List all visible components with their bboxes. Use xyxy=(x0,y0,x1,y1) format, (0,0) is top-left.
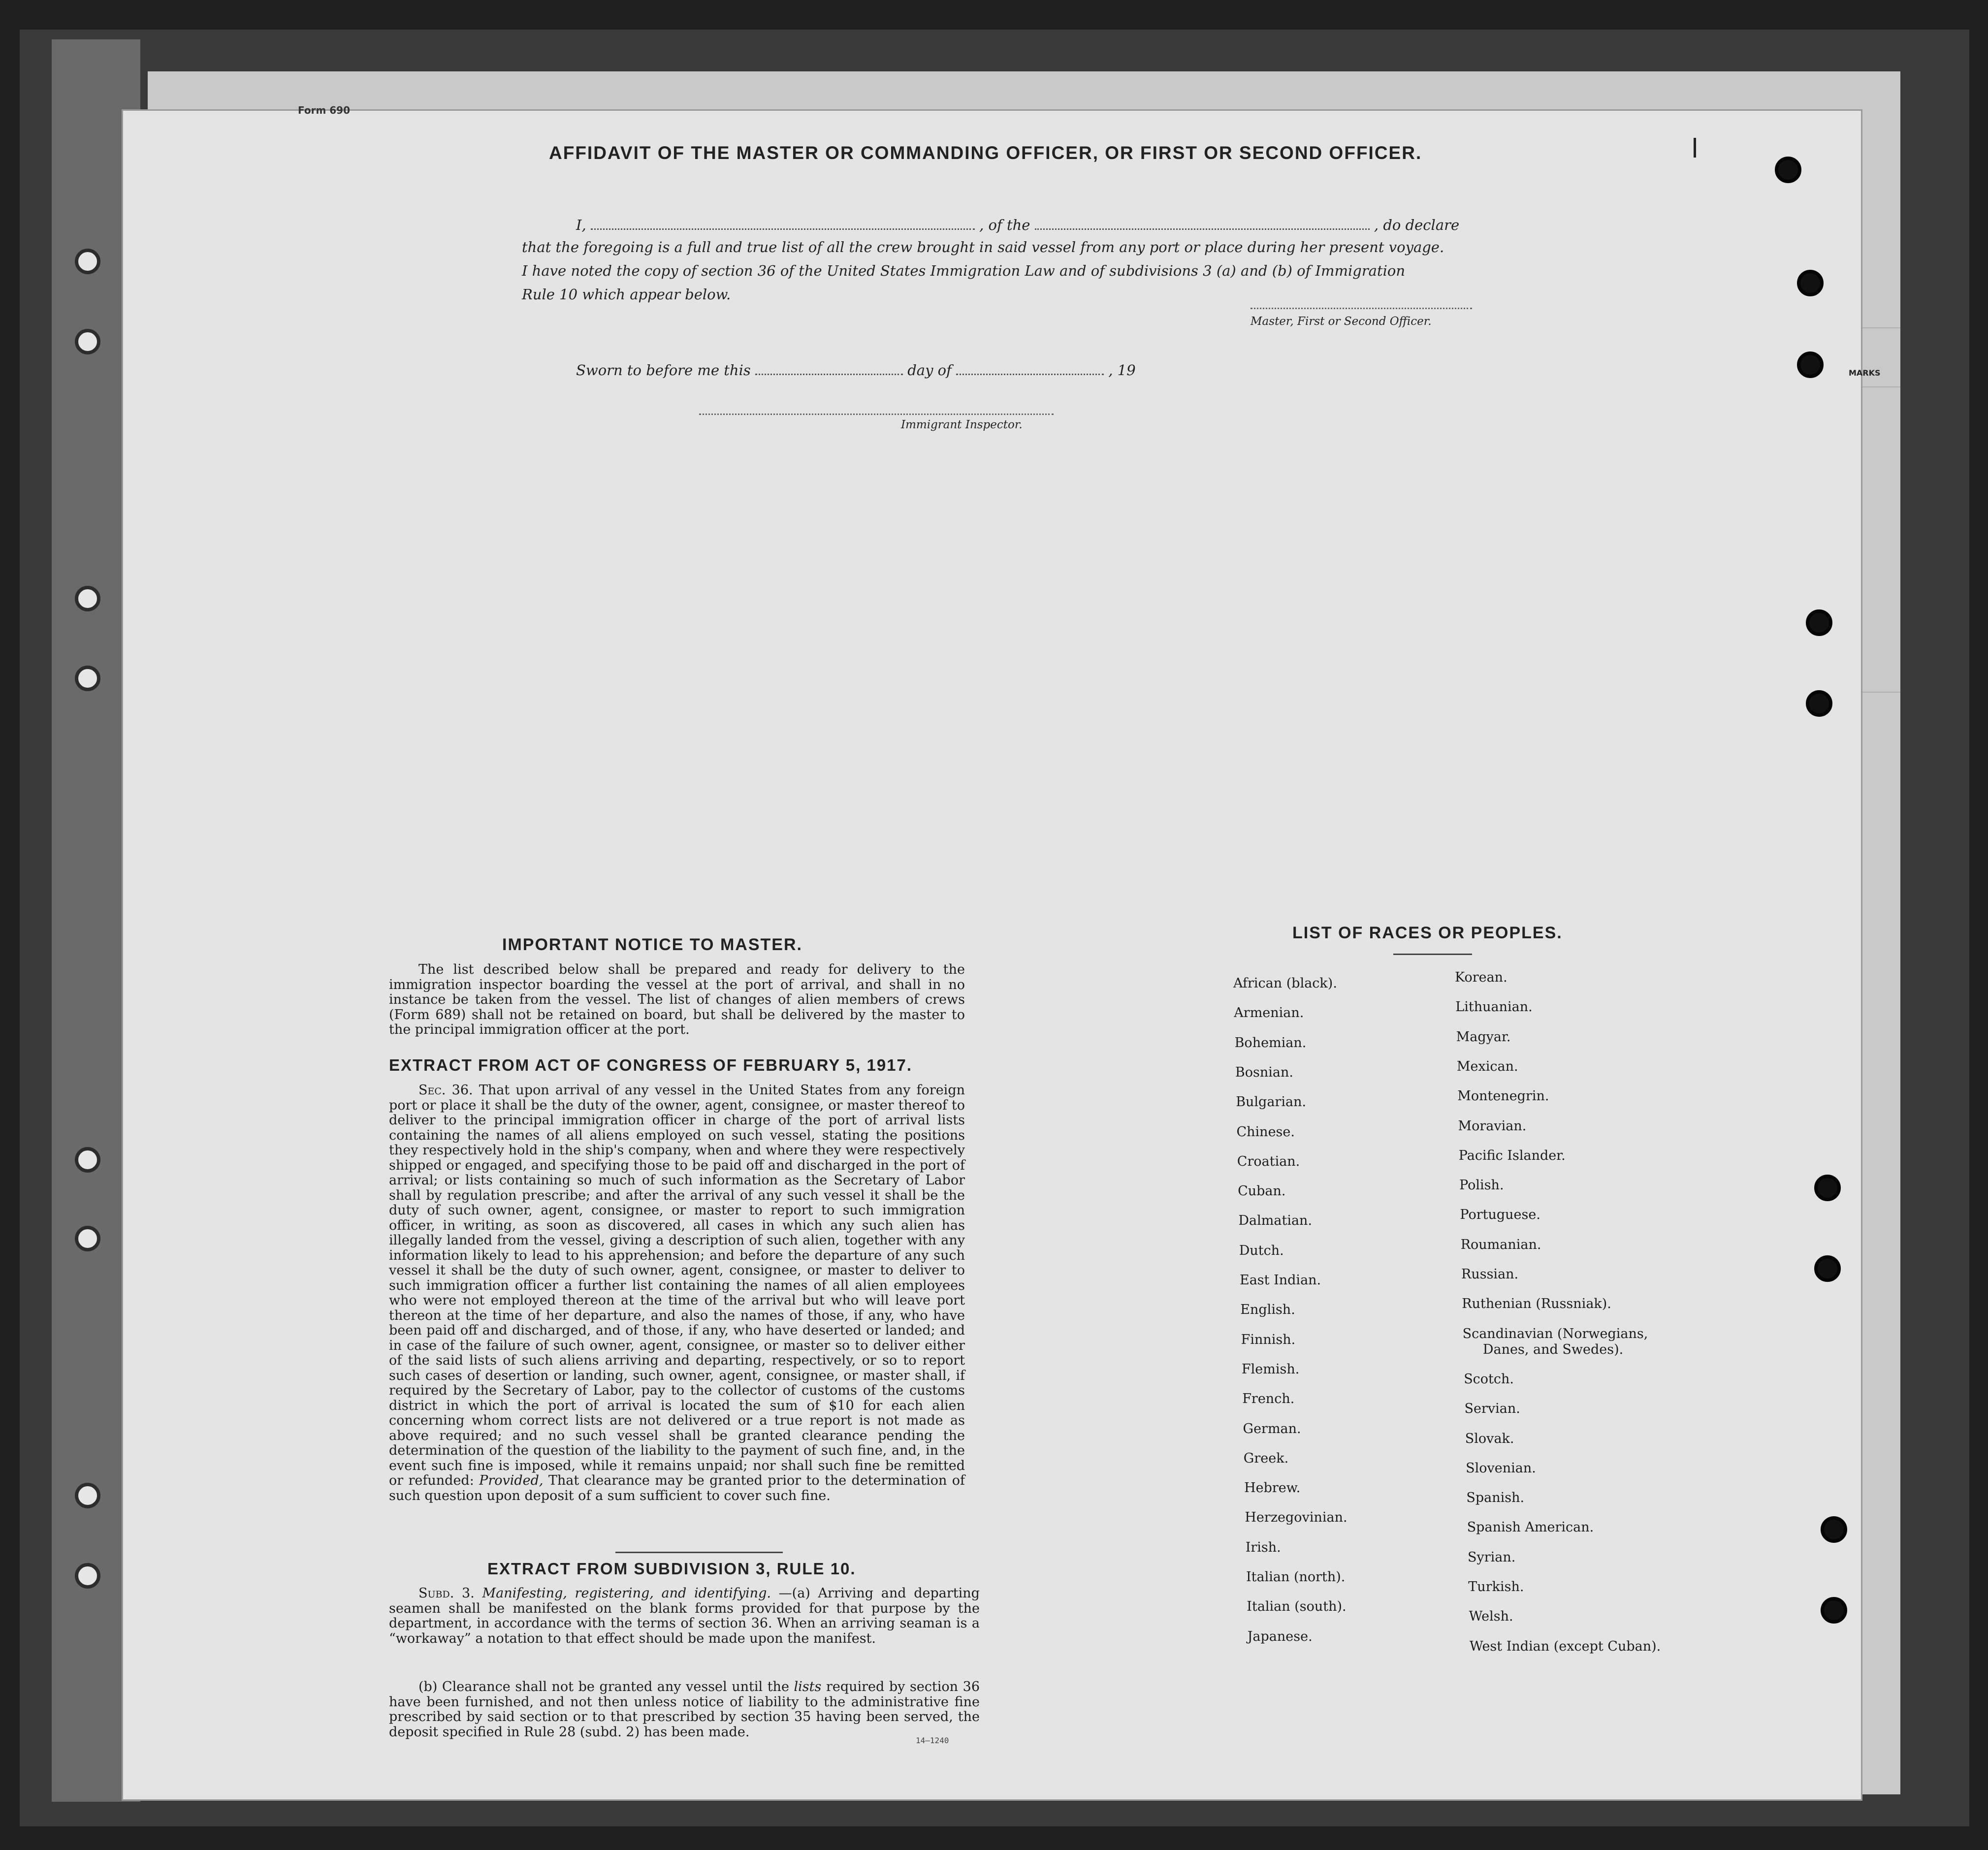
race-item: Armenian. xyxy=(1234,1005,1304,1021)
race-item: West Indian (except Cuban). xyxy=(1469,1638,1661,1654)
section-36-body: That upon arrival of any vessel in the United States from any foreign port or place it shall be the duty of the owner, agent, consignee, or master thereof to deliver to the principal immigration officer in charge of the port of arrival lists containing the names of all aliens employed on such vessel, stating the positions they respectively hold in the ship's company, when and where they were respectively shipped or engaged, and specifying those to be paid off and discharged in the port of arrival; or lists containing so much of such information as the Secretary of Labor shall by regulation prescribe; and after the arrival of any such vessel it shall be the duty of such owner, agent, consignee, or master to report to such immigration officer, in writing, as soon as discovered, all cases in which any such alien has illegally landed from the vessel, giving a description of such alien, together with any information likely to lead to his apprehension; and before the departure of any such vessel it shall be the duty of such owner, agent, consignee, or master to deliver to such immigration officer a further list containing the names of all alien employees who were not employed thereon at the time of the arrival but who will leave port thereon at the time of her departure, and also the names of those, if any, who have been paid off and discharged, and of those, if any, who have deserted or landed; and in case of the failure of such owner, agent, consignee, or master so to deliver either of the said lists of such aliens arriving and departing, respectively, or so to report such cases of desertion or landing, such owner, agent, consignee, or master shall, if required by the Secretary of Labor, pay to the collector of customs of the customs district in which the port of arrival is located the sum of $10 for each alien concerning whom correct lists are not delivered or a true report is not made as above required; and no such vessel shall be granted clearance pending the determination of the question of the liability to the payment of such fine, and, in the event such fine is imposed, while it remains unpaid; nor shall such fine be remitted or refunded: xyxy=(389,1083,965,1488)
race-item: Slovak. xyxy=(1465,1431,1514,1446)
race-item: Slovenian. xyxy=(1466,1460,1536,1476)
sworn-year: , 19 xyxy=(1108,362,1136,379)
race-item: Chinese. xyxy=(1236,1124,1295,1140)
punch-hole xyxy=(1814,1255,1841,1282)
print-code: 14—1240 xyxy=(916,1736,949,1745)
race-item: East Indian. xyxy=(1240,1273,1321,1288)
race-item: Servian. xyxy=(1464,1401,1520,1417)
affidavit-i: I, xyxy=(576,217,586,233)
binder-hole xyxy=(75,329,100,354)
race-item: African (black). xyxy=(1233,976,1337,991)
race-item: French. xyxy=(1242,1391,1295,1407)
race-item: Lithuanian. xyxy=(1455,999,1533,1015)
notice-title: IMPORTANT NOTICE TO MASTER. xyxy=(502,935,802,954)
race-item: Portuguese. xyxy=(1460,1207,1540,1223)
extract-rule-title: EXTRACT FROM SUBDIVISION 3, RULE 10. xyxy=(487,1560,856,1578)
section-36-text xyxy=(389,1083,965,1503)
binder-hole xyxy=(75,1226,100,1251)
race-item: Croatian. xyxy=(1237,1153,1300,1169)
race-item: Welsh. xyxy=(1469,1609,1513,1625)
subd-a-text: —(a) Arriving and departing seamen shall be manifested on the blank forms provided for that purpose by the department, in accordance with the terms of section 36. When an arriving seaman is a “workaway” a notation to that effect should be made upon the manifest. xyxy=(389,1586,980,1646)
punch-hole xyxy=(1775,157,1801,183)
affidavit-line-2: that the foregoing is a full and true list of all the crew brought in said vessel from any port or place during her present voyage. xyxy=(522,239,1444,255)
punch-hole xyxy=(1797,351,1824,378)
race-item: Japanese. xyxy=(1247,1628,1313,1644)
race-item: Magyar. xyxy=(1456,1029,1511,1045)
master-signature-line[interactable] xyxy=(1251,308,1472,309)
race-item: Finnish. xyxy=(1241,1332,1296,1347)
form-number: Form 690 xyxy=(298,104,351,116)
name-blank[interactable] xyxy=(591,228,975,230)
provided-word: Provided, xyxy=(479,1473,544,1488)
inspector-label: Immigrant Inspector. xyxy=(901,418,1023,431)
subd-label: Subd. 3. xyxy=(418,1586,475,1601)
race-item: German. xyxy=(1243,1421,1301,1436)
binder-hole xyxy=(75,249,100,274)
race-item: Turkish. xyxy=(1468,1579,1524,1595)
sworn-line xyxy=(576,362,1136,379)
race-item: Italian (south). xyxy=(1247,1599,1347,1615)
punch-hole xyxy=(1814,1175,1841,1201)
race-item: Dutch. xyxy=(1239,1243,1284,1258)
affidavit-of-the: , of the xyxy=(979,217,1030,233)
race-item: Russian. xyxy=(1461,1267,1519,1282)
affidavit-title: AFFIDAVIT OF THE MASTER OR COMMANDING OFFICER, OR FIRST OR SECOND OFFICER. xyxy=(549,143,1422,163)
race-item: Moravian. xyxy=(1458,1118,1527,1134)
affidavit-line-3: I have noted the copy of section 36 of the United States Immigration Law and of subdivisions 3 (a) and (b) of Immigration xyxy=(522,262,1406,279)
sworn-text: Sworn to before me this xyxy=(576,362,751,379)
inspector-signature-line[interactable] xyxy=(699,414,1054,415)
race-item: Spanish. xyxy=(1466,1490,1525,1506)
race-item: Roumanian. xyxy=(1460,1237,1541,1252)
race-item: Bohemian. xyxy=(1234,1035,1307,1051)
punch-hole xyxy=(1806,609,1832,636)
race-item: Herzegovinian. xyxy=(1245,1510,1347,1526)
races-title-rule xyxy=(1393,954,1472,955)
races-title: LIST OF RACES OR PEOPLES. xyxy=(1292,924,1563,942)
binder-hole xyxy=(75,1563,100,1589)
binder-hole xyxy=(75,586,100,611)
binder-hole xyxy=(75,1483,100,1508)
section-label: Sec. 36. xyxy=(418,1083,473,1098)
extract-act-title: EXTRACT FROM ACT OF CONGRESS OF FEBRUARY 5, 1917. xyxy=(389,1056,913,1074)
punch-hole xyxy=(1797,270,1824,296)
subd-b-lists: lists xyxy=(794,1679,822,1694)
race-item: Hebrew. xyxy=(1244,1480,1301,1496)
section-divider xyxy=(615,1552,783,1553)
punch-hole xyxy=(1821,1516,1847,1543)
binder-hole xyxy=(75,1147,100,1173)
race-item: Pacific Islander. xyxy=(1458,1148,1566,1163)
vessel-blank[interactable] xyxy=(1035,228,1370,230)
rule-10-text-a xyxy=(389,1586,980,1646)
affidavit-line-4: Rule 10 which appear below. xyxy=(522,286,731,303)
race-item: Greek. xyxy=(1243,1450,1289,1466)
rule-10-text-b xyxy=(389,1680,980,1740)
subd-b-rest: required by section 36 have been furnished, and not then unless notice of liability to the administrative fine prescribed by said section or to that prescribed by section 35 having been served, the deposit specified in Rule 28 (subd. 2) has been made. xyxy=(389,1679,980,1740)
race-item: Syrian. xyxy=(1468,1549,1516,1565)
race-item: Danes, and Swedes). xyxy=(1482,1341,1624,1357)
subd-heading: Manifesting, registering, and identifying. xyxy=(482,1586,771,1601)
remarks-column-fragment: MARKS xyxy=(1849,368,1881,378)
race-item: Cuban. xyxy=(1238,1183,1286,1199)
race-item: Irish. xyxy=(1245,1539,1281,1555)
pencil-mark xyxy=(1694,138,1696,158)
affidavit-do-declare: , do declare xyxy=(1374,217,1460,233)
sworn-day-blank[interactable] xyxy=(755,374,903,375)
race-item: Ruthenian (Russniak). xyxy=(1462,1296,1611,1312)
race-item: Italian (north). xyxy=(1246,1569,1346,1585)
binder-hole xyxy=(75,666,100,691)
race-item: Scandinavian (Norwegians, xyxy=(1462,1326,1648,1341)
race-item: Korean. xyxy=(1455,970,1507,985)
race-item: Polish. xyxy=(1459,1178,1504,1193)
race-item: Montenegrin. xyxy=(1457,1088,1549,1104)
race-item: Scotch. xyxy=(1464,1371,1514,1387)
subd-b-prefix: (b) Clearance shall not be granted any vessel until the xyxy=(418,1679,789,1694)
master-signature-label: Master, First or Second Officer. xyxy=(1251,315,1432,328)
section-36-end: That clearance may be granted prior to the determination of such question upon deposit of a sum sufficient to cover such fine. xyxy=(389,1473,965,1503)
race-item: English. xyxy=(1240,1302,1295,1318)
punch-hole xyxy=(1806,690,1832,717)
race-item: Spanish American. xyxy=(1467,1520,1594,1535)
affidavit-line-1 xyxy=(576,217,1459,233)
sworn-day-of: day of xyxy=(907,362,952,379)
notice-text: The list described below shall be prepared and ready for delivery to the immigration inspector boarding the vessel at the port of arrival, and shall in no instance be taken from the vessel. The list of changes of alien members of crews (Form 689) shall not be retained on board, but shall be delivered by the master to the principal immigration officer at the port. xyxy=(389,962,965,1037)
race-item: Flemish. xyxy=(1241,1361,1300,1377)
race-item: Bulgarian. xyxy=(1236,1094,1307,1110)
sworn-month-blank[interactable] xyxy=(956,374,1104,375)
punch-hole xyxy=(1821,1597,1847,1624)
race-item: Dalmatian. xyxy=(1238,1213,1313,1229)
race-item: Mexican. xyxy=(1456,1058,1518,1074)
race-item: Bosnian. xyxy=(1235,1064,1293,1080)
